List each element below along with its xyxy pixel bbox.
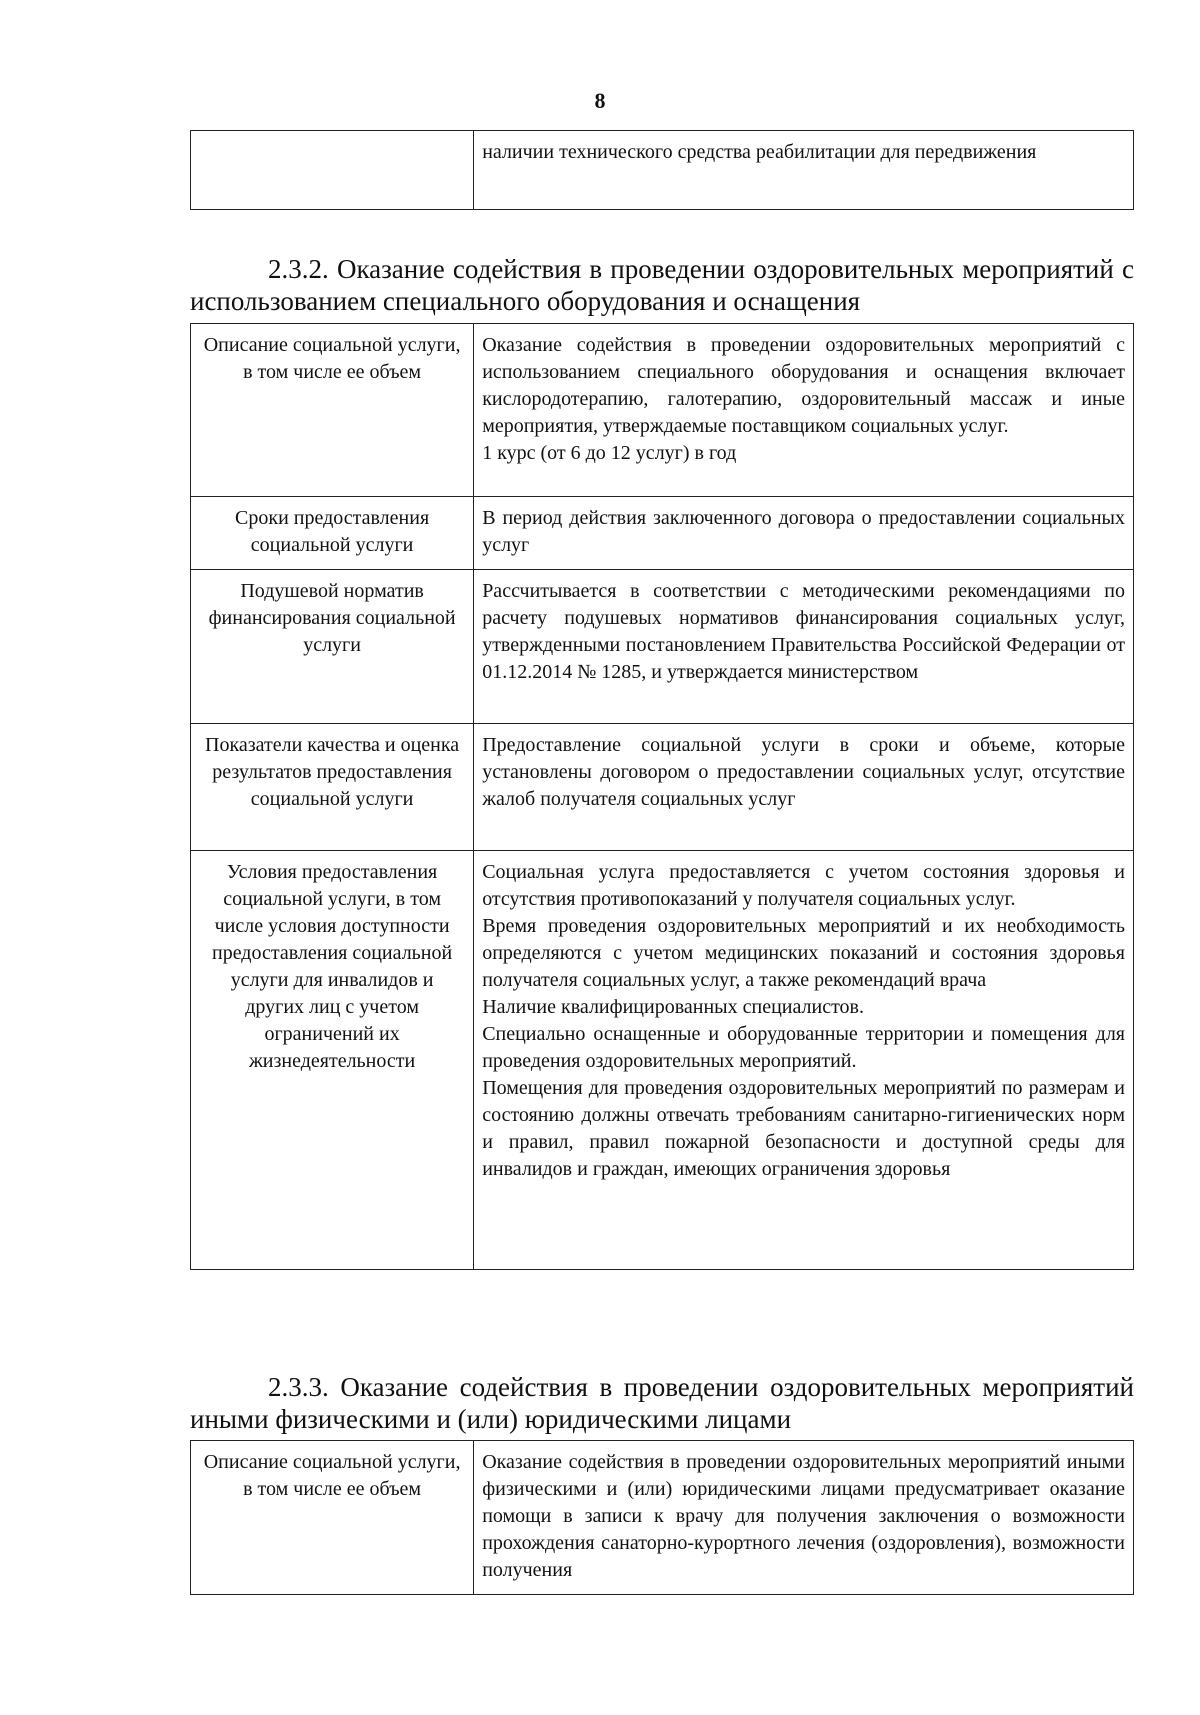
cell-paragraph: Рассчитывается в соответствии с методическими рекомендациями по расчету подушевых нормативов финансирования социальных услуг, утвержденными постановлением Правительства Российской Федерации от 01.12.2014 № 1285, и утверждается министерством	[482, 580, 1125, 683]
label-cell: Условия предоставления социальной услуги, в том числе условия доступности предоставления социальной услуги для инвалидов и других лиц с учетом ограничений их жизнедеятельности	[191, 851, 474, 1270]
cell-paragraph: Оказание содействия в проведении оздоровительных мероприятий с использованием специального оборудования и оснащения включает кислородотерапию, галотерапию, оздоровительный массаж и иные мероприятия, утверждаемые поставщиком социальных услуг.	[482, 334, 1125, 437]
section-heading-2-3-3: 2.3.3. Оказание содействия в проведении оздоровительных мероприятий иными физическими и (или) юридическими лицами	[190, 1372, 1134, 1434]
table-row	[191, 851, 1134, 1270]
label-cell: Описание социальной услуги, в том числе ее объем	[191, 324, 474, 497]
cell-paragraph: Помещения для проведения оздоровительных мероприятий по размерам и состоянию должны отвечать требованиям санитарно-гигиенических норм и правил, правил пожарной безопасности и доступной среды для инвалидов и граждан, имеющих ограничения здоровья	[482, 1077, 1125, 1180]
service-table-2-3-3	[190, 1440, 1134, 1595]
label-cell: Подушевой норматив финансирования социальной услуги	[191, 570, 474, 724]
value-cell	[474, 497, 1134, 570]
cell-paragraph: Наличие квалифицированных специалистов.	[482, 996, 865, 1018]
value-cell	[474, 324, 1134, 497]
continuation-table	[190, 130, 1134, 210]
value-cell	[474, 570, 1134, 724]
service-table-2-3-2	[190, 323, 1134, 1270]
table-row	[191, 570, 1134, 724]
table-row	[191, 497, 1134, 570]
cell-paragraph: Социальная услуга предоставляется с учетом состояния здоровья и отсутствия противопоказаний у получателя социальных услуг.	[482, 861, 1125, 910]
cell-paragraph: Специально оснащенные и оборудованные территории и помещения для проведения оздоровительных мероприятий.	[482, 1023, 1125, 1072]
section-heading-2-3-2: 2.3.2. Оказание содействия в проведении оздоровительных мероприятий с использованием специального оборудования и оснащения	[190, 254, 1134, 316]
label-cell	[191, 131, 474, 210]
label-cell: Сроки предоставления социальной услуги	[191, 497, 474, 570]
table-row	[191, 324, 1134, 497]
table-row	[191, 131, 1134, 210]
cell-paragraph: Время проведения оздоровительных мероприятий и их необходимость определяются с учетом медицинских показаний и состояния здоровья получателя социальных услуг, а также рекомендаций врача	[482, 915, 1125, 991]
table-row	[191, 1441, 1134, 1595]
cell-paragraph: Предоставление социальной услуги в сроки и объеме, которые установлены договором о предоставлении социальных услуг, отсутствие жалоб получателя социальных услуг	[482, 734, 1125, 810]
value-cell: наличии технического средства реабилитации для передвижения	[474, 131, 1134, 210]
page-number: 8	[594, 88, 606, 113]
label-cell: Описание социальной услуги, в том числе ее объем	[191, 1441, 474, 1595]
value-cell	[474, 1441, 1134, 1595]
cell-paragraph: Оказание содействия в проведении оздоровительных мероприятий иными физическими и (или) юридическими лицами предусматривает оказание помощи в записи к врачу для получения заключения о возможности прохождения санаторно-курортного лечения (оздоровления), возможности получения	[482, 1451, 1125, 1581]
label-cell: Показатели качества и оценка результатов предоставления социальной услуги	[191, 724, 474, 851]
cell-paragraph: 1 курс (от 6 до 12 услуг) в год	[482, 442, 737, 464]
value-cell	[474, 851, 1134, 1270]
value-cell	[474, 724, 1134, 851]
cell-paragraph: В период действия заключенного договора о предоставлении социальных услуг	[482, 507, 1125, 556]
table-row	[191, 724, 1134, 851]
